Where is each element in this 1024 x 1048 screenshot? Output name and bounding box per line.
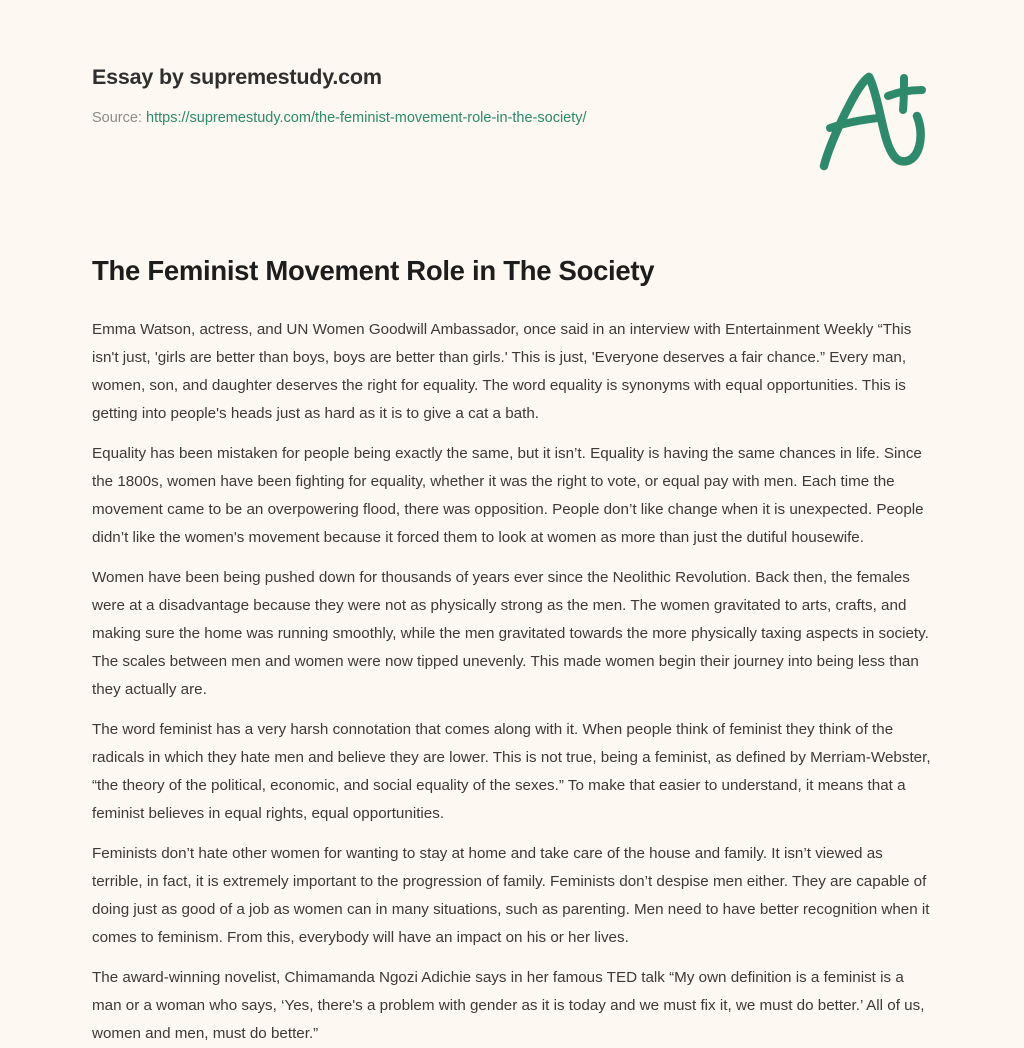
paragraph: Women have been being pushed down for thousands of years ever since the Neolithic Revolution. Back then, the females were at a disadvantage because they were not as physically strong as the men. The women gravitated to arts, crafts, and making sure the home was running smoothly, while the men gravitated towards the more physically taxing aspects in society. The scales between men and women were now tipped unevenly. This made women begin their journey into being less than they actually are. (92, 569, 929, 698)
document-masthead (92, 62, 932, 128)
page-title: The Feminist Movement Role in The Society (92, 255, 655, 286)
source-line (92, 108, 932, 128)
paragraph: Emma Watson, actress, and UN Women Goodwill Ambassador, once said in an interview with Entertainment Weekly “This isn't just, 'girls are better than boys, boys are better than girls.' This is just, 'Everyone deserves a fair chance.” Every man, women, son, and daughter deserves the right for equality. The word equality is synonyms with equal opportunities. This is getting into people's heads just as hard as it is to give a cat a bath. (92, 321, 912, 422)
source-label: Source: (92, 110, 142, 126)
a-plus-logo-icon (812, 62, 934, 174)
source-url-link[interactable]: https://supremestudy.com/the-feminist-movement-role-in-the-society/ (146, 110, 587, 126)
article (92, 252, 937, 1048)
paragraph: The award-winning novelist, Chimamanda Ngozi Adichie says in her famous TED talk “My own definition is a feminist is a man or a woman who says, ‘Yes, there's a problem with gender as it is today and we must fix it, we must do better.’ All of us, women and men, must do better.” (92, 969, 925, 1042)
paragraph: The word feminist has a very harsh connotation that comes along with it. When people think of feminist they think of the radicals in which they hate men and believe they are lower. This is not true, being a feminist, as defined by Merriam-Webster, “the theory of the political, economic, and social equality of the sexes.” To make that easier to understand, it means that a feminist believes in equal rights, equal opportunities. (92, 721, 931, 822)
essay-byline: Essay by supremestudy.com (92, 65, 382, 89)
article-body (92, 316, 937, 1048)
paragraph: Equality has been mistaken for people being exactly the same, but it isn’t. Equality is having the same chances in life. Since the 1800s, women have been fighting for equality, whether it was the right to vote, or equal pay with men. Each time the movement came to be an overpowering flood, there was opposition. People don’t like change when it is unexpected. People didn’t like the women's movement because it forced them to look at women as more than just the dutiful housewife. (92, 445, 924, 546)
a-plus-logo (812, 62, 934, 174)
paragraph: Feminists don’t hate other women for wanting to stay at home and take care of the house and family. It isn’t viewed as terrible, in fact, it is extremely important to the progression of family. Feminists don’t despise men either. They are capable of doing just as good of a job as women can in many situations, such as parenting. Men need to have better recognition when it comes to feminism. From this, everybody will have an impact on his or her lives. (92, 845, 930, 946)
